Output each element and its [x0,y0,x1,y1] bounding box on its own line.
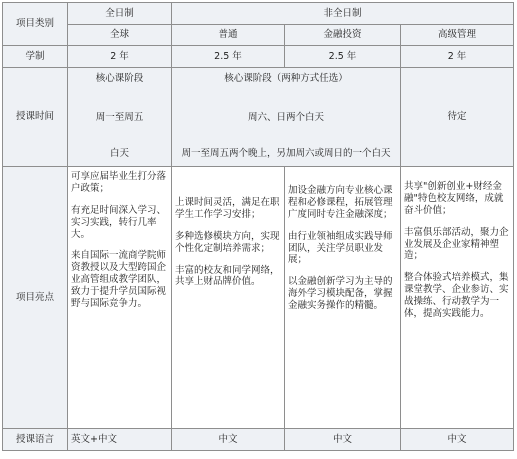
highlights-label: 项目亮点 [3,167,68,429]
highlight-executive-3: 整合体验式培养模式，集课堂教学、企业参访、实战操练、行动教学为一体，提高实践能力。 [404,272,509,319]
schedule-pt-option1: 周六、日两个白天 [247,112,324,123]
duration-row [3,46,514,68]
language-global: 英文+中文 [68,429,172,451]
duration-label: 学制 [3,46,68,68]
duration-general: 2.5 年 [172,46,285,68]
language-label: 授课语言 [3,429,68,451]
schedule-executive: 待定 [401,68,514,167]
language-row [3,429,514,451]
highlight-executive-1: 共享"创新创业+财经金融"特色校友网络，成就奋斗价值； [404,181,504,216]
highlights-row [3,167,514,429]
header-row-1 [3,3,514,25]
program-table [2,2,514,451]
header-executive: 高级管理 [401,25,514,46]
header-general: 普通 [172,25,285,46]
schedule-label: 授课时间 [3,68,68,167]
highlights-executive [401,167,514,429]
highlights-global [68,167,172,429]
header-global: 全球 [68,25,172,46]
header-finance: 金融投资 [285,25,401,46]
language-general: 中文 [172,429,285,451]
highlight-finance-3: 以金融创新学习为主导的海外学习模块配备，掌握金融实务操作的精髓。 [288,276,393,311]
highlight-general-3: 丰富的校友和同学网络，共享上财品牌价值。 [175,264,280,288]
schedule-ft-time: 白天 [109,148,129,159]
highlight-global-3: 来自国际一流商学院师资教授以及大型跨国企业高管组成教学团队，致力于提升学员国际视野与国际竞争力。 [71,250,167,309]
header-category: 项目类别 [3,3,68,46]
header-parttime: 非全日制 [172,3,514,25]
highlight-global-2: 有充足时间深入学习、实习实践，转行几率大。 [71,204,167,240]
schedule-pt-option2: 周一至周五两个晚上，另加周六或周日的一个白天 [181,148,391,159]
schedule-parttime [172,68,401,167]
highlights-general [172,167,285,429]
highlight-finance-1: 加设金融方向专业核心课程和必修课程，拓展管理广度同时专注金融深度； [288,185,393,220]
schedule-ft-stage: 核心课阶段 [95,73,144,84]
header-row-2 [3,25,514,46]
highlight-finance-2: 由行业领袖组成实践导师团队，关注学员职业发展； [288,230,393,266]
schedule-pt-stage: 核心课阶段（两种方式任选） [224,73,348,84]
header-fulltime: 全日制 [68,3,172,25]
highlight-general-2: 多种选修模块方向，实现个性化定制培养需求； [175,230,280,254]
program-comparison [2,2,514,451]
schedule-fulltime [68,68,172,167]
schedule-row [3,68,514,167]
schedule-ft-days: 周一至周五 [95,112,144,123]
highlight-general-1: 上课时间灵活，满足在职学生工作学习安排； [175,197,280,220]
duration-executive: 2 年 [401,46,514,68]
language-finance: 中文 [285,429,401,451]
duration-global: 2 年 [68,46,172,68]
highlight-global-1: 可享应届毕业生打分落户政策； [71,171,167,194]
duration-finance: 2.5 年 [285,46,401,68]
highlight-executive-2: 丰富俱乐部活动，聚力企业发展及企业家精神塑造； [404,226,509,262]
language-executive: 中文 [401,429,514,451]
highlights-finance [285,167,401,429]
